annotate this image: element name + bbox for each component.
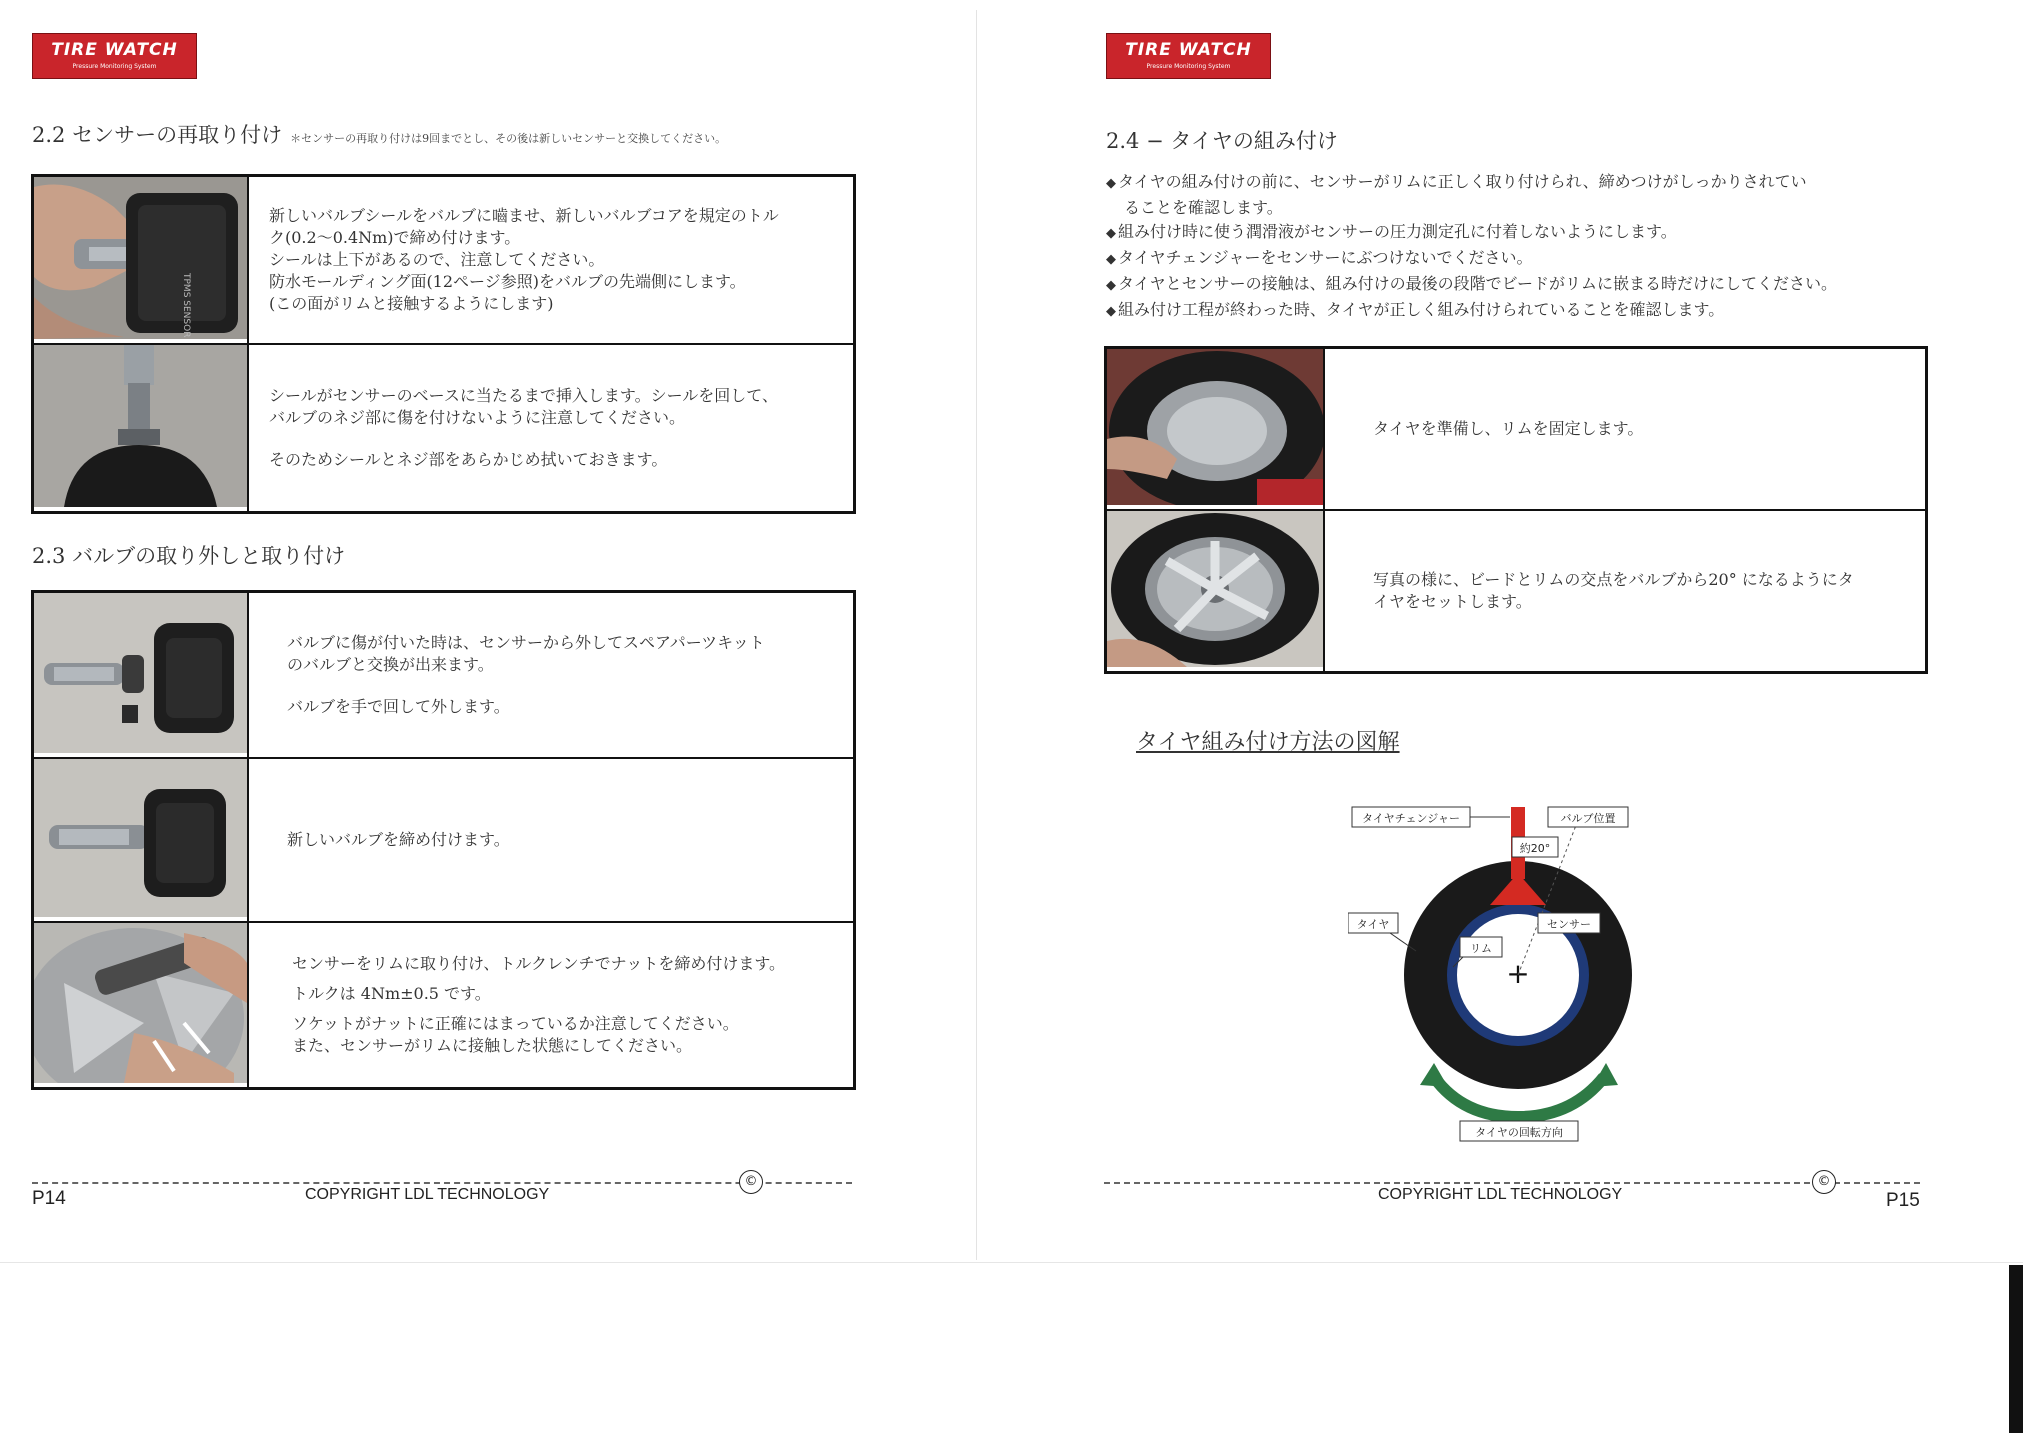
bullet-icon: ◆	[1106, 278, 1116, 293]
list-item	[1106, 196, 1837, 220]
bullet-text: 組み付け時に使う潤滑液がセンサーの圧力測定孔に付着しないようにします。	[1118, 222, 1677, 241]
valve-stem-photo	[33, 344, 249, 513]
list-item	[1106, 272, 1837, 298]
step-line: シールがセンサーのベースに当たるまで挿入します。シールを回して、	[269, 386, 778, 405]
torque-wrench-photo	[33, 922, 249, 1089]
bullet-icon: ◆	[1106, 252, 1116, 267]
rotation-arrow-head-icon	[1420, 1063, 1448, 1087]
label-tire: タイヤ	[1356, 918, 1390, 931]
step-text	[248, 758, 855, 922]
list-item	[1106, 298, 1837, 324]
step-line: センサーをリムに取り付け、トルクレンチでナットを締め付けます。	[292, 954, 786, 973]
brand-logo	[1106, 33, 1271, 79]
step-line: 新しいバルブを締め付けます。	[287, 830, 510, 849]
svg-text:TPMS SENSOR: TPMS SENSOR	[181, 273, 191, 338]
step-text	[248, 344, 855, 513]
diagram-title: タイヤ組み付け方法の図解	[1136, 730, 1400, 755]
copyright-mark: ©	[1812, 1170, 1836, 1194]
step-line: バルブに傷が付いた時は、センサーから外してスペアパーツキット	[287, 633, 765, 652]
section-2-2-heading: 2.2 センサーの再取り付け	[32, 123, 283, 147]
step-line: シールは上下があるので、注意してください。	[269, 250, 605, 269]
step-text	[248, 176, 855, 345]
table-row	[33, 176, 855, 345]
step-line: ソケットがナットに正確にはまっているか注意してください。	[292, 1014, 739, 1033]
table-row	[33, 344, 855, 513]
list-item	[1106, 220, 1837, 246]
step-text	[1324, 510, 1927, 673]
step-line: 新しいバルブシールをバルブに嚙ませ、新しいバルブコアを規定のトル	[269, 206, 779, 225]
footer-rule	[1104, 1182, 1920, 1184]
page-right	[978, 0, 2023, 1260]
label-rotation: タイヤの回転方向	[1475, 1126, 1563, 1139]
brand-name: TIRE WATCH	[51, 40, 178, 60]
label-valve: バルブ位置	[1560, 812, 1616, 825]
step-line: バルブのネジ部に傷を付けないように注意してください。	[269, 408, 686, 427]
list-item	[1106, 246, 1837, 272]
table-row	[1106, 348, 1927, 511]
label-rim: リム	[1470, 942, 1492, 955]
paragraph-gap	[287, 676, 853, 696]
brand-tagline: Pressure Monitoring System	[1146, 63, 1231, 70]
step-line: (この面がリムと接触するようにします)	[269, 294, 554, 313]
label-angle: 約20°	[1519, 842, 1551, 855]
tire-mount-diagram	[1348, 795, 1708, 1145]
footer-copyright: COPYRIGHT LDL TECHNOLOGY	[1378, 1186, 1623, 1203]
copyright-mark: ©	[739, 1170, 763, 1194]
step-text	[248, 592, 855, 759]
step-line: そのためシールとネジ部をあらかじめ拭いておきます。	[269, 450, 668, 469]
bullet-icon: ◆	[1106, 226, 1116, 241]
step-line: タイヤを準備し、リムを固定します。	[1373, 419, 1644, 438]
step-line: バルブを手で回して外します。	[287, 697, 510, 716]
bullet-text: タイヤチェンジャーをセンサーにぶつけないでください。	[1118, 248, 1533, 267]
step-line: 写真の様に、ビードとリムの交点をバルブから20° になるようにタ	[1373, 570, 1854, 589]
page-divider	[976, 10, 977, 1260]
table-row	[33, 592, 855, 759]
table-row	[33, 758, 855, 922]
step-line: トルクは 4Nm±0.5 です。	[292, 984, 491, 1003]
rotation-arrow-head-icon	[1592, 1063, 1618, 1087]
list-item	[1106, 170, 1837, 196]
step-line: のバルブと交換が出来ます。	[287, 655, 494, 674]
sensor-valve-photo	[33, 176, 249, 345]
tire-mount-notes	[1106, 170, 1837, 324]
bullet-text: タイヤとセンサーの接触は、組み付けの最後の段階でビードがリムに嵌まる時だけにしてください。	[1118, 274, 1838, 293]
bullet-icon: ◆	[1106, 304, 1116, 319]
footer-rule	[32, 1182, 852, 1184]
brand-name: TIRE WATCH	[1125, 40, 1252, 60]
brand-tagline: Pressure Monitoring System	[72, 63, 157, 70]
bullet-text: タイヤの組み付けの前に、センサーがリムに正しく取り付けられ、締めつけがしっかりされてい	[1118, 172, 1807, 191]
section-2-4-heading: 2.4 − タイヤの組み付け	[1106, 129, 1338, 153]
table-row	[1106, 510, 1927, 673]
scan-edge	[2009, 1265, 2023, 1433]
section-2-2-note: ＊センサーの再取り付けは9回までとし、その後は新しいセンサーと交換してください。	[290, 132, 727, 145]
bullet-text: 組み付け工程が終わった時、タイヤが正しく組み付けられていることを確認します。	[1118, 300, 1725, 319]
page-number: P15	[1886, 1190, 1920, 1211]
section-2-3-heading: 2.3 バルブの取り外しと取り付け	[32, 544, 346, 568]
valve-replace-table	[31, 590, 856, 1090]
label-sensor: センサー	[1547, 918, 1591, 931]
tire-rim-photo	[1106, 348, 1325, 511]
label-changer: タイヤチェンジャー	[1362, 812, 1460, 825]
page-left	[0, 0, 975, 1260]
footer-copyright: COPYRIGHT LDL TECHNOLOGY	[305, 1186, 550, 1203]
step-text	[1324, 348, 1927, 511]
bullet-text: ることを確認します。	[1124, 198, 1283, 217]
paragraph-gap	[269, 429, 853, 449]
step-line: イヤをセットします。	[1373, 592, 1532, 611]
step-text	[248, 922, 855, 1089]
table-row	[33, 922, 855, 1089]
tire-mount-table	[1104, 346, 1928, 674]
center-cross-icon: +	[1506, 957, 1530, 990]
step-line: 防水モールディング面(12ページ参照)をバルブの先端側にします。	[269, 272, 746, 291]
page-number: P14	[32, 1188, 66, 1209]
step-line: ク(0.2〜0.4Nm)で締め付けます。	[269, 228, 521, 247]
scan-line	[0, 1262, 2023, 1263]
brand-logo	[32, 33, 197, 79]
valve-parts-photo	[33, 592, 249, 759]
step-line: また、センサーがリムに接触した状態にしてください。	[292, 1036, 693, 1055]
bullet-icon: ◆	[1106, 176, 1116, 191]
new-valve-photo	[33, 758, 249, 922]
sensor-reinstall-table	[31, 174, 856, 514]
tire-bead-photo	[1106, 510, 1325, 673]
section-title-2-2	[32, 119, 726, 149]
